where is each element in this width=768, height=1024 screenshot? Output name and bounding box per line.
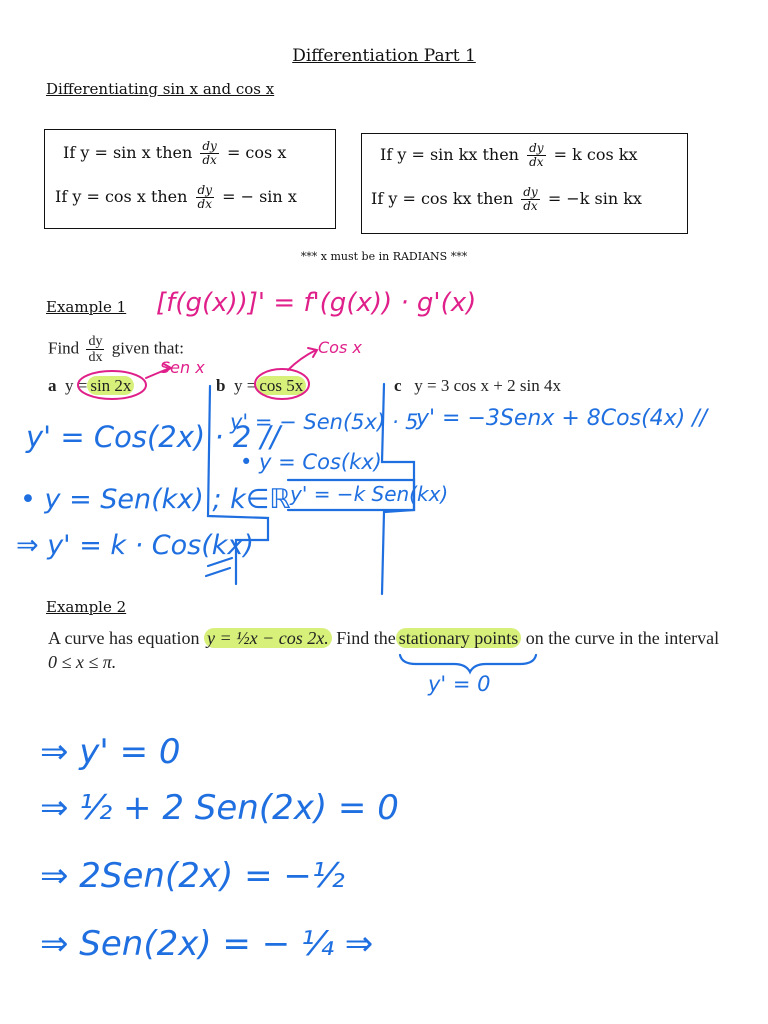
rule-sin-kx: If y = sin kx then $\frac{dy}{dx}$ = k cos kx xyxy=(380,141,638,169)
example1-label: Example 1 xyxy=(46,298,127,316)
step-3: ⇒ 2Sen(2x) = −½ xyxy=(40,856,345,896)
example1-part-c: c y = 3 cos x + 2 sin 4x xyxy=(394,376,561,395)
rule-sen-kx: • y = Sen(kx) ; k∈ℝ xyxy=(20,484,291,515)
example2-interval: 0 ≤ x ≤ π. xyxy=(48,652,117,672)
example2-problem: A curve has equation y = ½x − cos 2x. Find the stationary points on the curve in the interval xyxy=(48,628,720,648)
example1-prompt: Find $\frac{dy}{dx}$ given that: xyxy=(48,334,184,365)
section-subtitle: Differentiating sin x and cos x xyxy=(46,80,275,98)
rule-cos-kx-result: y' = −k Sen(kx) xyxy=(290,482,449,506)
note-cos-x: Cos x xyxy=(318,338,362,357)
rule-sen-kx-result: ⇒ y' = k · Cos(kx) xyxy=(16,530,254,561)
answer-c: y' = −3Senx + 8Cos(4x) // xyxy=(416,406,708,431)
arrow-sen-x xyxy=(146,364,171,378)
brace-note: y' = 0 xyxy=(428,672,491,696)
page-title: Differentiation Part 1 xyxy=(292,46,476,66)
rule-cos-kx-hand: • y = Cos(kx) xyxy=(240,450,382,474)
note-sen-x: Sen x xyxy=(160,358,205,377)
arrow-cos-x xyxy=(288,348,317,370)
example2-label: Example 2 xyxy=(46,598,127,616)
divider-b-c xyxy=(382,384,414,594)
answer-a: y' = Cos(2x) · 2 // xyxy=(26,420,281,454)
example1-part-b: b y = cos 5x xyxy=(216,376,306,396)
step-4: ⇒ Sen(2x) = − ¼ ⇒ xyxy=(40,924,374,964)
radians-note: *** x must be in RADIANS *** xyxy=(300,250,468,263)
circle-sin-2x xyxy=(78,371,146,399)
chain-rule-note: [f(g(x))]' = f'(g(x)) · g'(x) xyxy=(156,288,477,318)
step-1: ⇒ y' = 0 xyxy=(40,732,181,772)
mark-done-b xyxy=(206,558,232,576)
rule-cos: If y = cos x then $\frac{dy}{dx}$ = − sin x xyxy=(55,183,297,211)
brace-stationary xyxy=(400,655,536,672)
divider-a-b xyxy=(208,386,268,584)
example1-part-a: a y = sin 2x xyxy=(48,376,134,396)
circle-cos-5x xyxy=(255,369,309,399)
box-cos-kx xyxy=(288,480,414,510)
rule-cos-kx: If y = cos kx then $\frac{dy}{dx}$ = −k sin kx xyxy=(371,185,642,213)
step-2: ⇒ ½ + 2 Sen(2x) = 0 xyxy=(40,788,399,828)
rule-sin: If y = sin x then $\frac{dy}{dx}$ = cos x xyxy=(63,139,287,167)
answer-b: y' = − Sen(5x) · 5 xyxy=(230,410,419,434)
